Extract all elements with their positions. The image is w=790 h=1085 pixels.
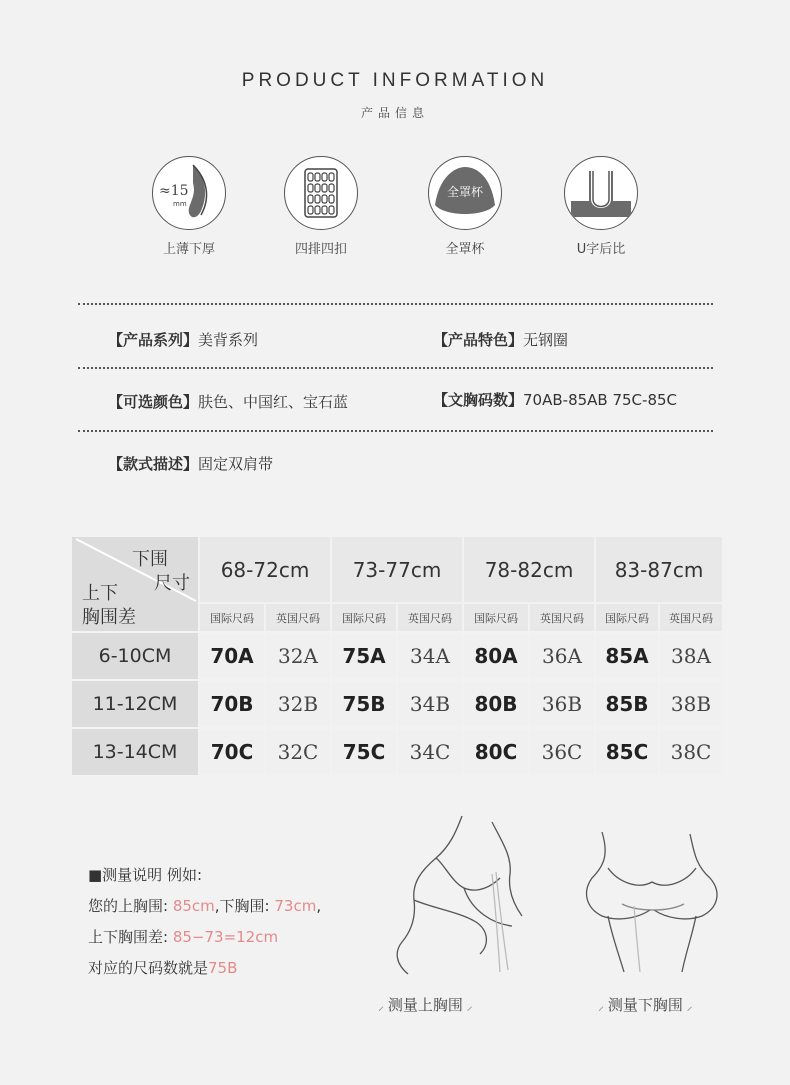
size-table [70,535,724,777]
uk-size: 38A [660,633,722,679]
intl-size: 85B [596,681,658,727]
intl-size-header: 国际尺码 [332,604,396,631]
table-row [72,681,722,727]
thickness-unit: mm [173,200,187,208]
info-sizes [433,389,677,410]
corner-bottom1: 上下 [82,583,118,604]
intl-size: 80C [464,729,528,775]
uk-size-header: 英国尺码 [398,604,462,631]
uk-size: 34B [398,681,462,727]
corner-top1: 下围 [132,549,168,570]
measure-heading: ■测量说明 例如: [88,866,202,884]
uk-size-header: 英国尺码 [660,604,722,631]
uk-size-header: 英国尺码 [530,604,594,631]
upper-bust-illustration [372,812,542,982]
table-row [72,729,722,775]
uk-size: 36A [530,633,594,679]
info-series-value: 美背系列 [198,331,259,349]
uk-size: 38B [660,681,722,727]
intl-size: 75A [332,633,396,679]
hook-eye-icon [284,156,358,230]
intl-size: 70C [200,729,264,775]
thickness-value: ≈15 [159,183,189,199]
bust-difference: 6-10CM [72,633,198,679]
divider [78,430,713,432]
uk-size: 32B [266,681,330,727]
divider [78,367,713,369]
bust-difference: 11-12CM [72,681,198,727]
measure-line1: 您的上胸围: 85cm,下胸围: 73cm, [88,897,322,915]
uk-size: 38C [660,729,722,775]
feature-label: 四排四扣 [294,242,347,257]
corner-bottom2: 胸围差 [82,607,136,628]
info-series [108,329,258,350]
caption-upper: ⸝ 测量上胸围 ⸝ [378,996,473,1014]
info-colors-value: 肤色、中国红、宝石蓝 [198,393,349,411]
uk-size: 32A [266,633,330,679]
feature-label: U字后比 [576,242,626,257]
uk-size: 34C [398,729,462,775]
uk-size: 36B [530,681,594,727]
intl-size: 80B [464,681,528,727]
intl-size: 70B [200,681,264,727]
info-style-label: 【款式描述】 [108,455,199,473]
feature-label: 全罩杯 [445,242,485,257]
uk-size: 32C [266,729,330,775]
caption-upper-text: 测量上胸围 [387,996,463,1014]
thickness-icon [152,156,226,230]
u-back-icon [564,156,638,230]
info-colors [108,391,348,412]
intl-size-header: 国际尺码 [596,604,658,631]
measure-text [88,860,321,984]
range-header: 83-87cm [596,537,722,602]
info-feature-label: 【产品特色】 [433,331,524,349]
full-cup-text: 全罩杯 [446,185,483,199]
feature-label: 上薄下厚 [162,242,215,257]
uk-size: 36C [530,729,594,775]
measure-line2: 上下胸围差: 85−73=12cm [88,928,279,946]
caption-under-text: 测量下胸围 [607,996,683,1014]
range-header: 78-82cm [464,537,594,602]
feature-u-back [546,156,656,257]
info-feature-value: 无钢圈 [523,331,569,349]
page-title: PRODUCT INFORMATION [241,70,549,91]
under-bust-illustration [578,812,728,982]
table-row [72,633,722,679]
feature-full-cup [410,156,520,257]
page-subtitle: 产品信息 [360,106,429,120]
intl-size: 85A [596,633,658,679]
info-series-label: 【产品系列】 [108,331,199,349]
info-sizes-value: 70AB-85AB 75C-85C [523,391,678,409]
intl-size: 80A [464,633,528,679]
intl-size: 85C [596,729,658,775]
info-colors-label: 【可选颜色】 [108,393,199,411]
intl-size: 75C [332,729,396,775]
uk-size-header: 英国尺码 [266,604,330,631]
table-corner [72,537,198,631]
full-cup-icon [428,156,502,230]
caption-under: ⸝ 测量下胸围 ⸝ [598,996,693,1014]
feature-hooks [266,156,376,257]
range-header: 73-77cm [332,537,462,602]
intl-size: 75B [332,681,396,727]
info-style-value: 固定双肩带 [198,455,274,473]
intl-size: 70A [200,633,264,679]
info-style [108,453,273,474]
feature-thickness [134,156,244,257]
info-feature [433,329,568,350]
uk-size: 34A [398,633,462,679]
intl-size-header: 国际尺码 [464,604,528,631]
corner-top2: 尺寸 [154,573,190,594]
bust-difference: 13-14CM [72,729,198,775]
intl-size-header: 国际尺码 [200,604,264,631]
divider [78,303,713,305]
info-sizes-label: 【文胸码数】 [433,391,524,409]
range-header: 68-72cm [200,537,330,602]
measure-line3: 对应的尺码数就是75B [88,959,238,977]
